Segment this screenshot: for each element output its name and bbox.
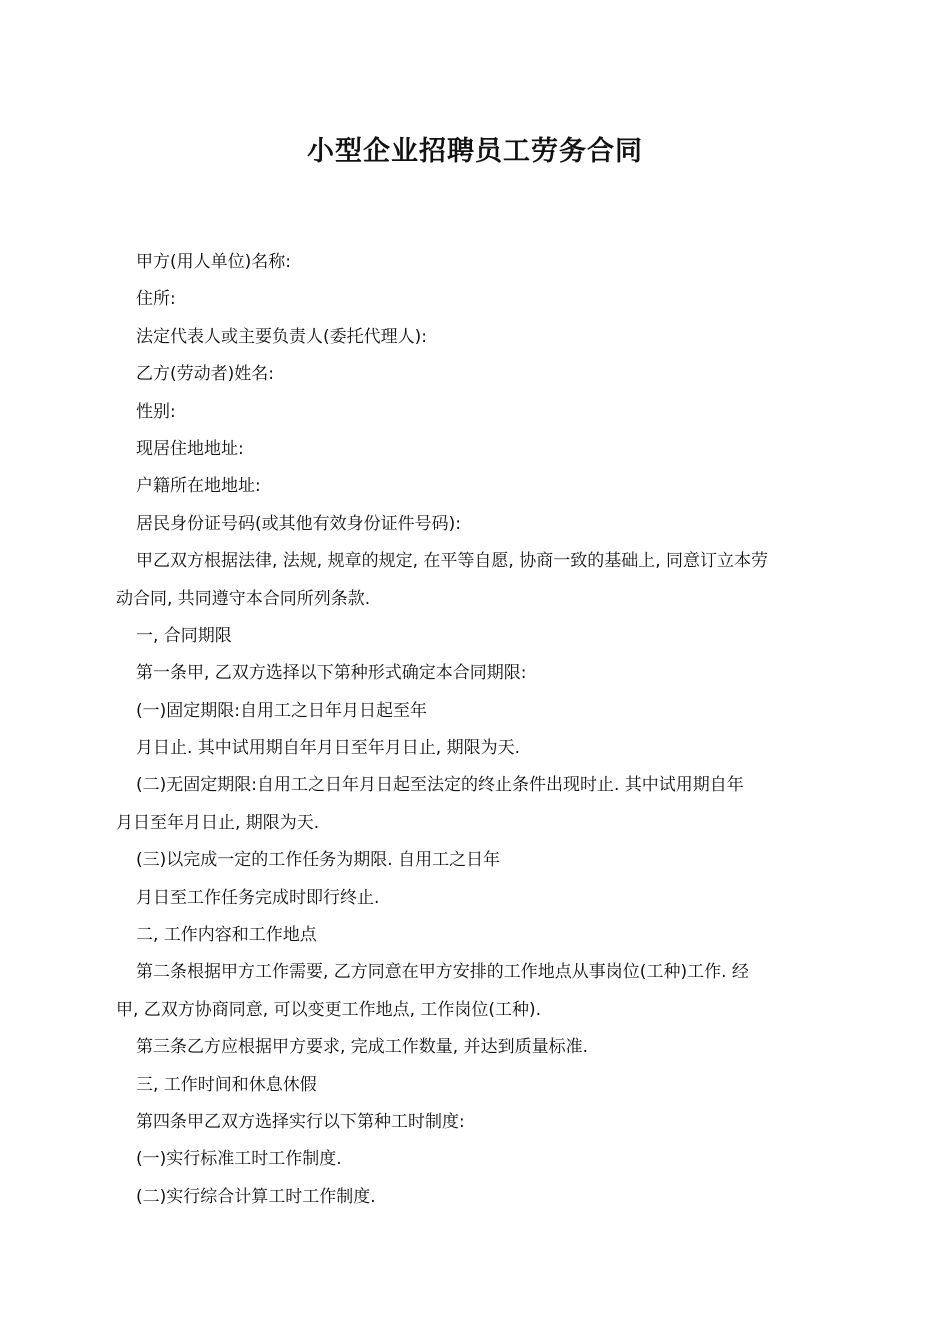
text-line: 乙方(劳动者)姓名: [136, 364, 274, 385]
text-line: (一)实行标准工时工作制度. [136, 1149, 342, 1170]
text-line: 法定代表人或主要负责人(委托代理人): [136, 326, 427, 347]
text-line: 三, 工作时间和休息休假 [136, 1074, 317, 1095]
text-line: 性别: [136, 401, 176, 422]
text-line: 动合同, 共同遵守本合同所列条款. [116, 588, 371, 609]
text-line: 第三条乙方应根据甲方要求, 完成工作数量, 并达到质量标准. [136, 1037, 589, 1058]
text-line: (三)以完成一定的工作任务为期限. 自用工之日年 [136, 850, 501, 871]
text-line: 甲乙双方根据法律, 法规, 规章的规定, 在平等自愿, 协商一致的基础上, 同意订立本劳 [136, 551, 769, 572]
text-line: (二)实行综合计算工时工作制度. [136, 1186, 376, 1207]
text-line: 第一条甲, 乙双方选择以下第种形式确定本合同期限: [136, 663, 527, 684]
text-line: 月日止. 其中试用期自年月日至年月日止, 期限为天. [136, 738, 521, 759]
text-line: 月日至工作任务完成时即行终止. [136, 887, 380, 908]
text-line: (一)固定期限:自用工之日年月日起至年 [136, 700, 427, 721]
text-line: 二, 工作内容和工作地点 [136, 925, 317, 946]
text-line: 第二条根据甲方工作需要, 乙方同意在甲方安排的工作地点从事岗位(工种)工作. 经 [136, 962, 749, 983]
text-line: 甲, 乙双方协商同意, 可以变更工作地点, 工作岗位(工种). [116, 999, 542, 1020]
text-line: 现居住地地址: [136, 438, 244, 459]
text-line: 甲方(用人单位)名称: [136, 252, 291, 272]
text-line: (二)无固定期限:自用工之日年月日起至法定的终止条件出现时止. 其中试用期自年 [136, 775, 744, 796]
text-line: 第四条甲乙双方选择实行以下第种工时制度: [136, 1111, 465, 1132]
document-body [116, 244, 838, 1216]
text-line: 居民身份证号码(或其他有效身份证件号码): [136, 513, 461, 534]
text-line: 户籍所在地地址: [136, 476, 261, 497]
document-title: 小型企业招聘员工劳务合同 [307, 136, 643, 167]
text-line: 月日至年月日止, 期限为天. [116, 812, 320, 833]
text-line: 一, 合同期限 [136, 625, 232, 646]
text-line: 住所: [136, 289, 176, 310]
